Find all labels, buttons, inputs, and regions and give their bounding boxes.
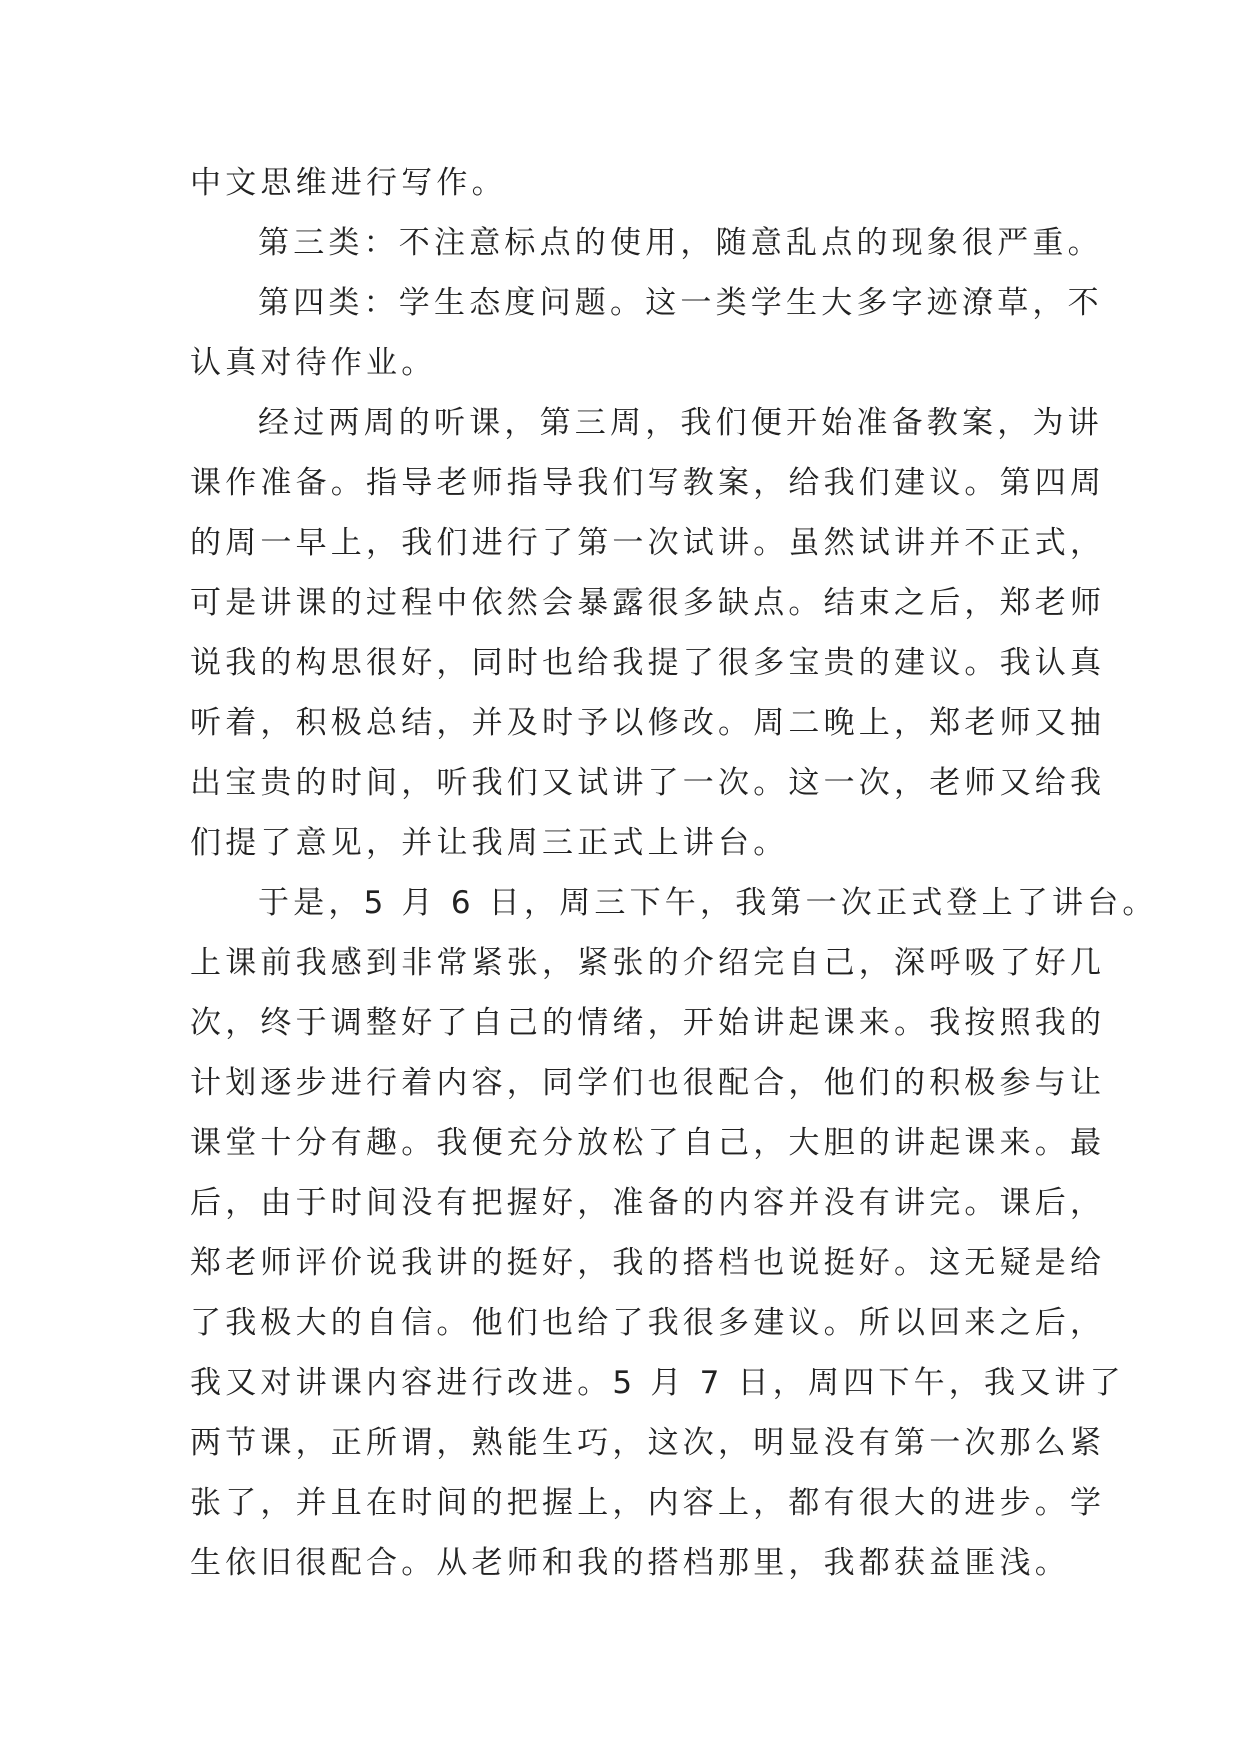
text-line: 次，终于调整好了自己的情绪，开始讲起课来。我按照我的 — [190, 1005, 1106, 1041]
text-line: 可是讲课的过程中依然会暴露很多缺点。结束之后，郑老师 — [190, 585, 1106, 621]
text-line: 们提了意见，并让我周三正式上讲台。 — [190, 825, 789, 861]
text-line: 张了，并且在时间的把握上，内容上，都有很大的进步。学 — [190, 1485, 1106, 1521]
text-line: 后，由于时间没有把握好，准备的内容并没有讲完。课后， — [190, 1185, 1106, 1221]
text-line: 生依旧很配合。从老师和我的搭档那里，我都获益匪浅。 — [190, 1545, 1070, 1581]
text-line: 上课前我感到非常紧张，紧张的介绍完自己，深呼吸了好几 — [190, 945, 1106, 981]
paragraph-category-four — [190, 273, 1103, 393]
text-line: 中文思维进行写作。 — [190, 165, 507, 201]
text-line: 课堂十分有趣。我便充分放松了自己，大胆的讲起课来。最 — [190, 1125, 1106, 1161]
paragraph-first-lecture — [190, 873, 1158, 1593]
text-line: 我又对讲课内容进行改进。5 月 7 日，周四下午，我又讲了 — [190, 1365, 1125, 1401]
text-line: 两节课，正所谓，熟能生巧，这次，明显没有第一次那么紧 — [190, 1425, 1106, 1461]
text-line: 听着，积极总结，并及时予以修改。周二晚上，郑老师又抽 — [190, 705, 1106, 741]
text-line: 说我的构思很好，同时也给我提了很多宝贵的建议。我认真 — [190, 645, 1106, 681]
paragraph-preparation — [190, 393, 1106, 873]
text-line: 于是，5 月 6 日，周三下午，我第一次正式登上了讲台。 — [258, 885, 1158, 921]
text-line: 第四类：学生态度问题。这一类学生大多字迹潦草，不 — [258, 285, 1103, 321]
text-line: 出宝贵的时间，听我们又试讲了一次。这一次，老师又给我 — [190, 765, 1106, 801]
text-line: 了我极大的自信。他们也给了我很多建议。所以回来之后， — [190, 1305, 1106, 1341]
text-line: 计划逐步进行着内容，同学们也很配合，他们的积极参与让 — [190, 1065, 1106, 1101]
text-line: 课作准备。指导老师指导我们写教案，给我们建议。第四周 — [190, 465, 1106, 501]
document-body — [190, 153, 1158, 1593]
text-line: 第三类：不注意标点的使用，随意乱点的现象很严重。 — [258, 225, 1103, 261]
text-line: 郑老师评价说我讲的挺好，我的搭档也说挺好。这无疑是给 — [190, 1245, 1106, 1281]
text-line: 认真对待作业。 — [190, 345, 437, 381]
text-line: 的周一早上，我们进行了第一次试讲。虽然试讲并不正式， — [190, 525, 1106, 561]
text-line: 经过两周的听课，第三周，我们便开始准备教案，为讲 — [258, 405, 1103, 441]
paragraph-category-three — [190, 213, 1103, 273]
paragraph-continuation — [190, 153, 1060, 213]
